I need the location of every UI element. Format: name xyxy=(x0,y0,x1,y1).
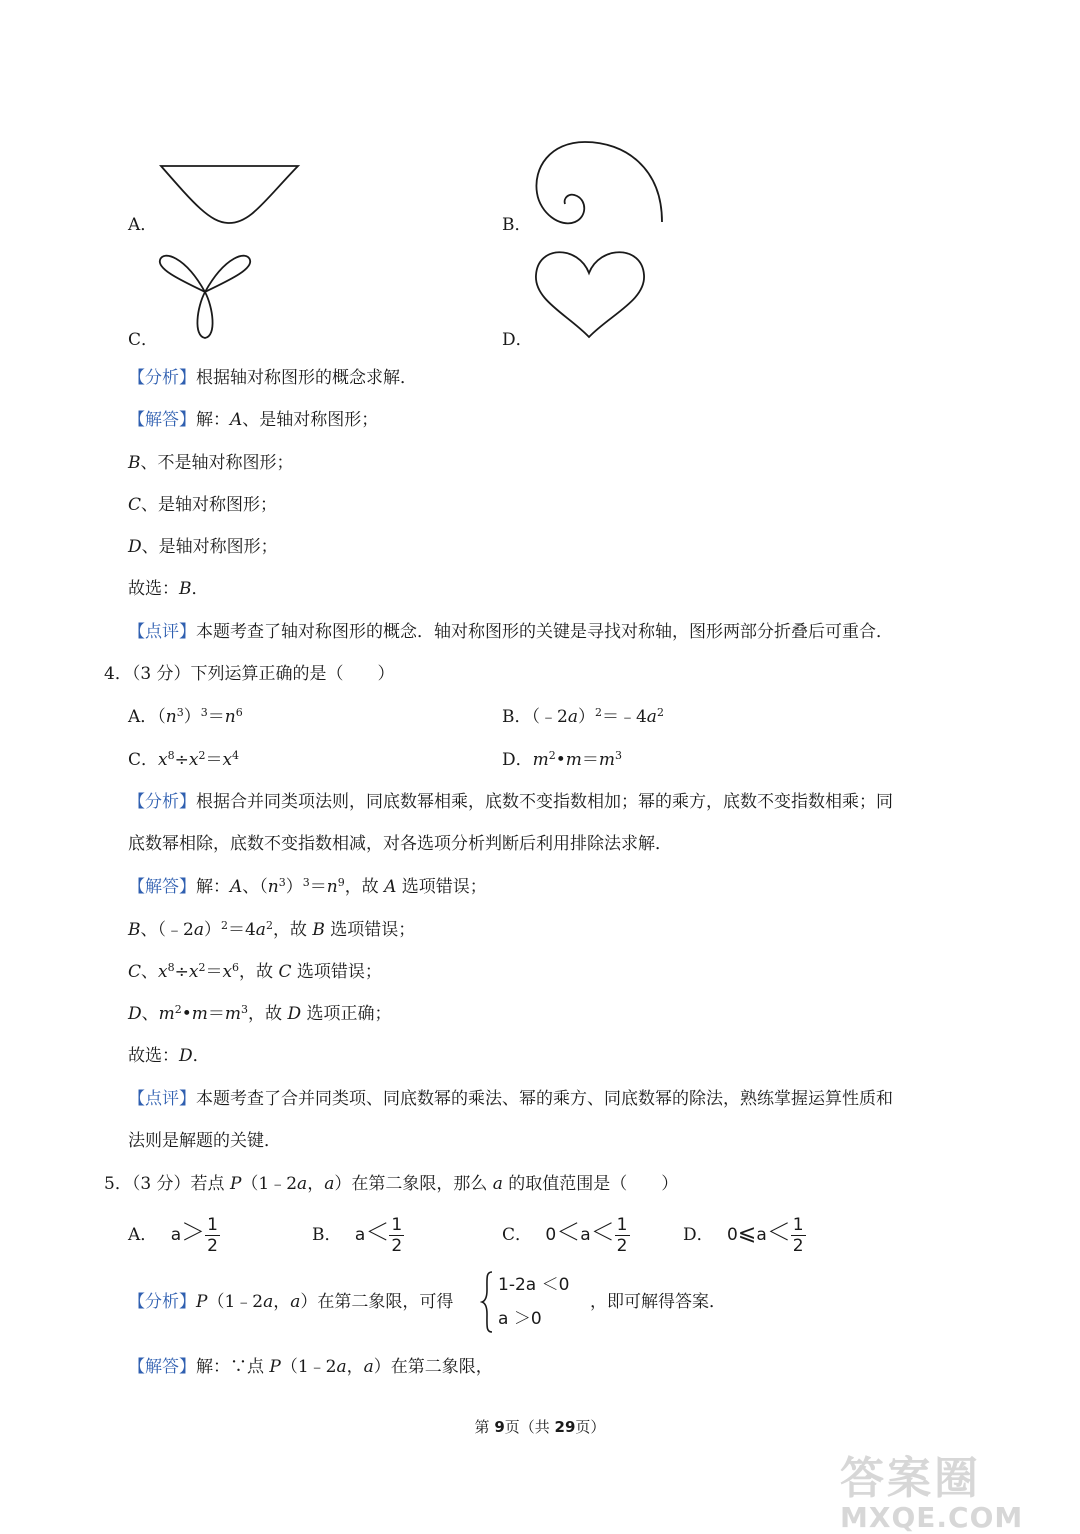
system-row-1: 1-2a ＜0 xyxy=(498,1275,570,1295)
q5-stem: 5．（3 分）若点 P（1﹣2a，a）在第二象限，那么 a 的取值范围是（ ） xyxy=(104,1174,679,1194)
watermark-logo: 答案圈 MXQE.COM xyxy=(840,1453,1024,1534)
q4-analysis-line2: 底数幂相除，底数不变指数相减，对各选项分析判断后利用排除法求解． xyxy=(128,834,672,854)
fraction-one-half: $\frac{1}{2}$ xyxy=(391,1215,403,1256)
q3-analysis: 【分析】根据轴对称图形的概念求解． xyxy=(128,368,417,388)
page-total: 29 xyxy=(554,1418,576,1436)
q4-option-b: B．$(﹣2a)^2=﹣4a^2$ xyxy=(502,706,664,727)
option-b-label: B． xyxy=(502,215,532,235)
system-row-2: a ＞0 xyxy=(498,1309,542,1329)
fraction-one-half: $\frac{1}{2}$ xyxy=(792,1215,804,1256)
q3-choice: 故选：B． xyxy=(128,579,209,599)
option-a-label: A． xyxy=(128,215,158,235)
option-a-shape xyxy=(155,160,305,230)
q3-comment: 【点评】本题考查了轴对称图形的概念．轴对称图形的关键是寻找对称轴，图形两部分折叠后可重合． xyxy=(128,622,893,642)
q4-option-d: D．$m^2•m=m^3$ xyxy=(502,749,623,770)
q4-option-a: A．$(n^3)^3=n^6$ xyxy=(128,706,243,727)
fraction-one-half: $\frac{1}{2}$ xyxy=(616,1215,628,1256)
option-b-shape xyxy=(525,138,670,228)
q4-answer-d: D、$m^2•m=m^3$，故 D 选项正确； xyxy=(128,1003,392,1024)
q5-option-d: D． 0⩽a＜ $\frac{1}{2}$ xyxy=(683,1215,804,1256)
q5-analysis: 【分析】P（1﹣2a，a）在第二象限，可得 xyxy=(128,1292,454,1312)
q3-answer-a: 【解答】解：A、是轴对称图形； xyxy=(128,410,379,430)
q4-choice: 故选：D． xyxy=(128,1046,210,1066)
q5-option-a: A． a＞ $\frac{1}{2}$ xyxy=(128,1215,218,1256)
q4-analysis-line1: 【分析】根据合并同类项法则，同底数幂相乘，底数不变指数相加；幂的乘方，底数不变指数相乘；同 xyxy=(128,792,893,812)
system-brace xyxy=(480,1270,494,1334)
page-number: 9 xyxy=(494,1418,505,1436)
q3-answer-d: D、是轴对称图形； xyxy=(128,537,278,557)
q4-comment-line2: 法则是解题的关键． xyxy=(128,1131,281,1151)
fraction-one-half: $\frac{1}{2}$ xyxy=(207,1215,218,1256)
q4-option-c: C．$x^8\div x^2=x^4$ xyxy=(128,749,240,770)
q4-answer-c: C、$x^8\div x^2=x^6$，故 C 选项错误； xyxy=(128,961,382,982)
q4-comment-line1: 【点评】本题考查了合并同类项、同底数幂的乘法、幂的乘方、同底数幂的除法，熟练掌握运算性质和 xyxy=(128,1089,893,1109)
option-d-label: D． xyxy=(502,330,533,350)
q4-stem: 4．（3 分）下列运算正确的是（ ） xyxy=(104,664,395,684)
q4-answer-a: 【解答】解：A、$(n^3)^3=n^9$，故 A 选项错误； xyxy=(128,876,487,897)
q5-answer: 【解答】解：∵点 P（1﹣2a，a）在第二象限， xyxy=(128,1357,493,1377)
q4-answer-b: B、$(﹣2a)^2=4a^2$，故 B 选项错误； xyxy=(128,919,416,940)
q3-answer-b: B、不是轴对称图形； xyxy=(128,453,294,473)
q5-option-c: C． 0＜a＜ $\frac{1}{2}$ xyxy=(502,1215,628,1256)
option-d-shape xyxy=(528,245,653,341)
q5-analysis-end: ，即可解得答案． xyxy=(590,1292,726,1312)
page-footer: 第 9页（共 29页） xyxy=(474,1418,606,1436)
q3-answer-c: C、是轴对称图形； xyxy=(128,495,278,515)
option-c-label: C． xyxy=(128,330,159,350)
q5-option-b: B． a＜ $\frac{1}{2}$ xyxy=(312,1215,403,1256)
option-c-shape xyxy=(155,252,255,342)
